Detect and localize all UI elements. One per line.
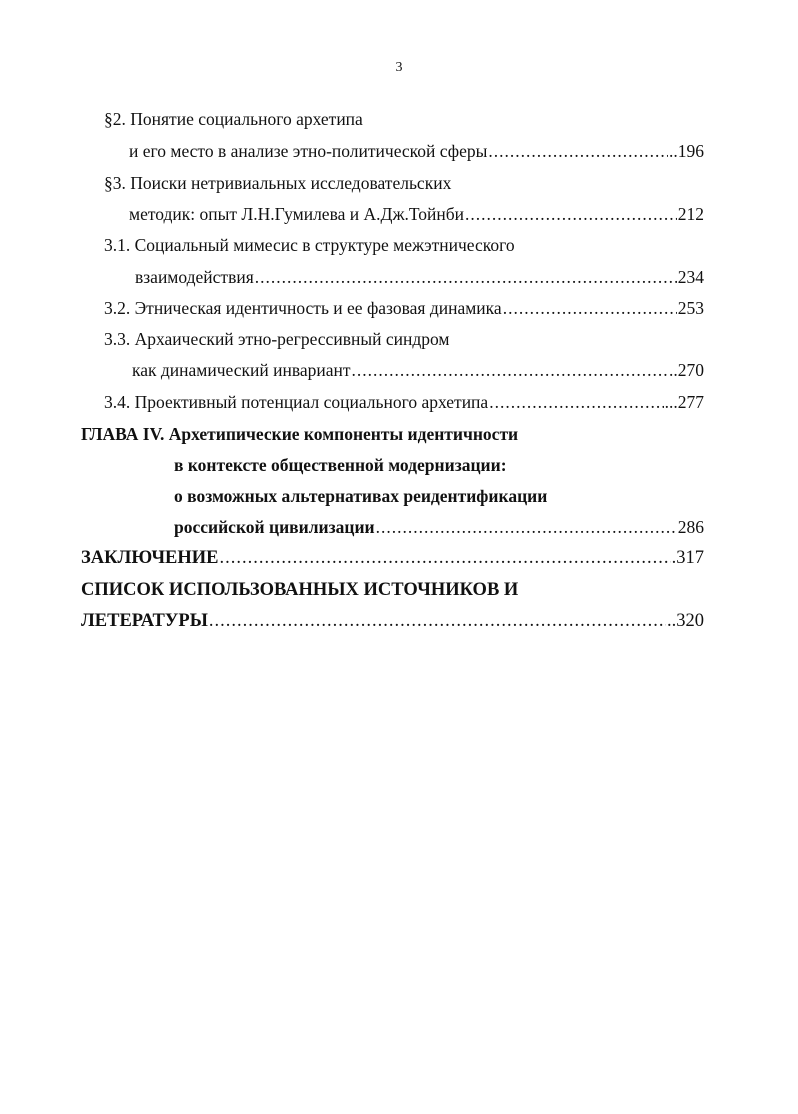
toc-page-number: 212 [677, 204, 704, 224]
toc-page-number: .317 [671, 548, 704, 568]
toc-entry-text: 3.4. Проективный потенциал социального архетипа [104, 392, 489, 412]
toc-chapter-4[interactable] [174, 516, 704, 538]
toc-references[interactable] [81, 610, 704, 632]
toc-entry-text: в контексте общественной модернизации: [174, 455, 507, 475]
toc-entry-text: взаимодействия [135, 267, 254, 287]
toc-entry-text: 3.2. Этническая идентичность и ее фазовая динамика [104, 298, 502, 318]
toc-entry-s3-title [104, 172, 451, 194]
toc-conclusion[interactable] [81, 547, 704, 569]
toc-page-number: ..270 [669, 360, 704, 380]
toc-references-title [81, 579, 518, 601]
toc-entry-s31-title [104, 234, 515, 256]
toc-entry-text: ГЛАВА IV. Архетипические компоненты идентичности [81, 424, 519, 444]
toc-entry-s2[interactable] [129, 140, 704, 162]
toc-entry-s33-title [104, 328, 449, 350]
toc-entry-text: о возможных альтернативах реидентификации [174, 486, 548, 506]
toc-entry-text: 3.1. Социальный мимесис в структуре межэтнического [104, 235, 515, 255]
toc-entry-text: §2. Понятие социального архетипа [104, 109, 363, 129]
toc-entry-text: российской цивилизации [174, 517, 375, 537]
toc-leader-dots [376, 516, 677, 538]
toc-chapter-4-line3 [174, 485, 547, 507]
toc-page-number: 234 [677, 267, 704, 287]
toc-page-number: ...277 [664, 392, 704, 412]
toc-entry-s32[interactable] [104, 297, 704, 319]
toc-leader-dots [489, 391, 663, 413]
toc-entry-s2-title [104, 108, 363, 130]
toc-page-number: ..196 [669, 141, 704, 161]
toc-entry-s34[interactable] [104, 391, 704, 413]
toc-chapter-4-line2 [174, 454, 507, 476]
toc-leader-dots [209, 610, 666, 632]
toc-entry-text: как динамический инвариант [132, 360, 351, 380]
toc-leader-dots [503, 297, 677, 319]
toc-entry-text: ЛЕТЕРАТУРЫ [81, 611, 208, 631]
toc-entry-s31[interactable] [135, 266, 704, 288]
page-number: 3 [395, 60, 403, 75]
toc-leader-dots [352, 359, 668, 381]
toc-entry-text: §3. Поиски нетривиальных исследовательских [104, 173, 452, 193]
toc-page-number: 286 [677, 517, 704, 537]
toc-entry-text: СПИСОК ИСПОЛЬЗОВАННЫХ ИСТОЧНИКОВ И [81, 580, 519, 600]
toc-chapter-4-title [81, 423, 518, 445]
toc-entry-text: ЗАКЛЮЧЕНИЕ [81, 548, 219, 568]
toc-entry-text: 3.3. Архаический этно-регрессивный синдром [104, 329, 450, 349]
toc-leader-dots [255, 266, 677, 288]
toc-entry-text: методик: опыт Л.Н.Гумилева и А.Дж.Тойнби [129, 204, 465, 224]
toc-entry-s33[interactable] [132, 359, 704, 381]
toc-leader-dots [220, 547, 671, 569]
toc-entry-text: и его место в анализе этно-политической сферы [129, 141, 488, 161]
toc-entry-s3[interactable] [129, 203, 704, 225]
toc-page-number: ..320 [667, 611, 704, 631]
toc-leader-dots [488, 140, 668, 162]
toc-page-number: 253 [677, 298, 704, 318]
toc-leader-dots [465, 203, 677, 225]
